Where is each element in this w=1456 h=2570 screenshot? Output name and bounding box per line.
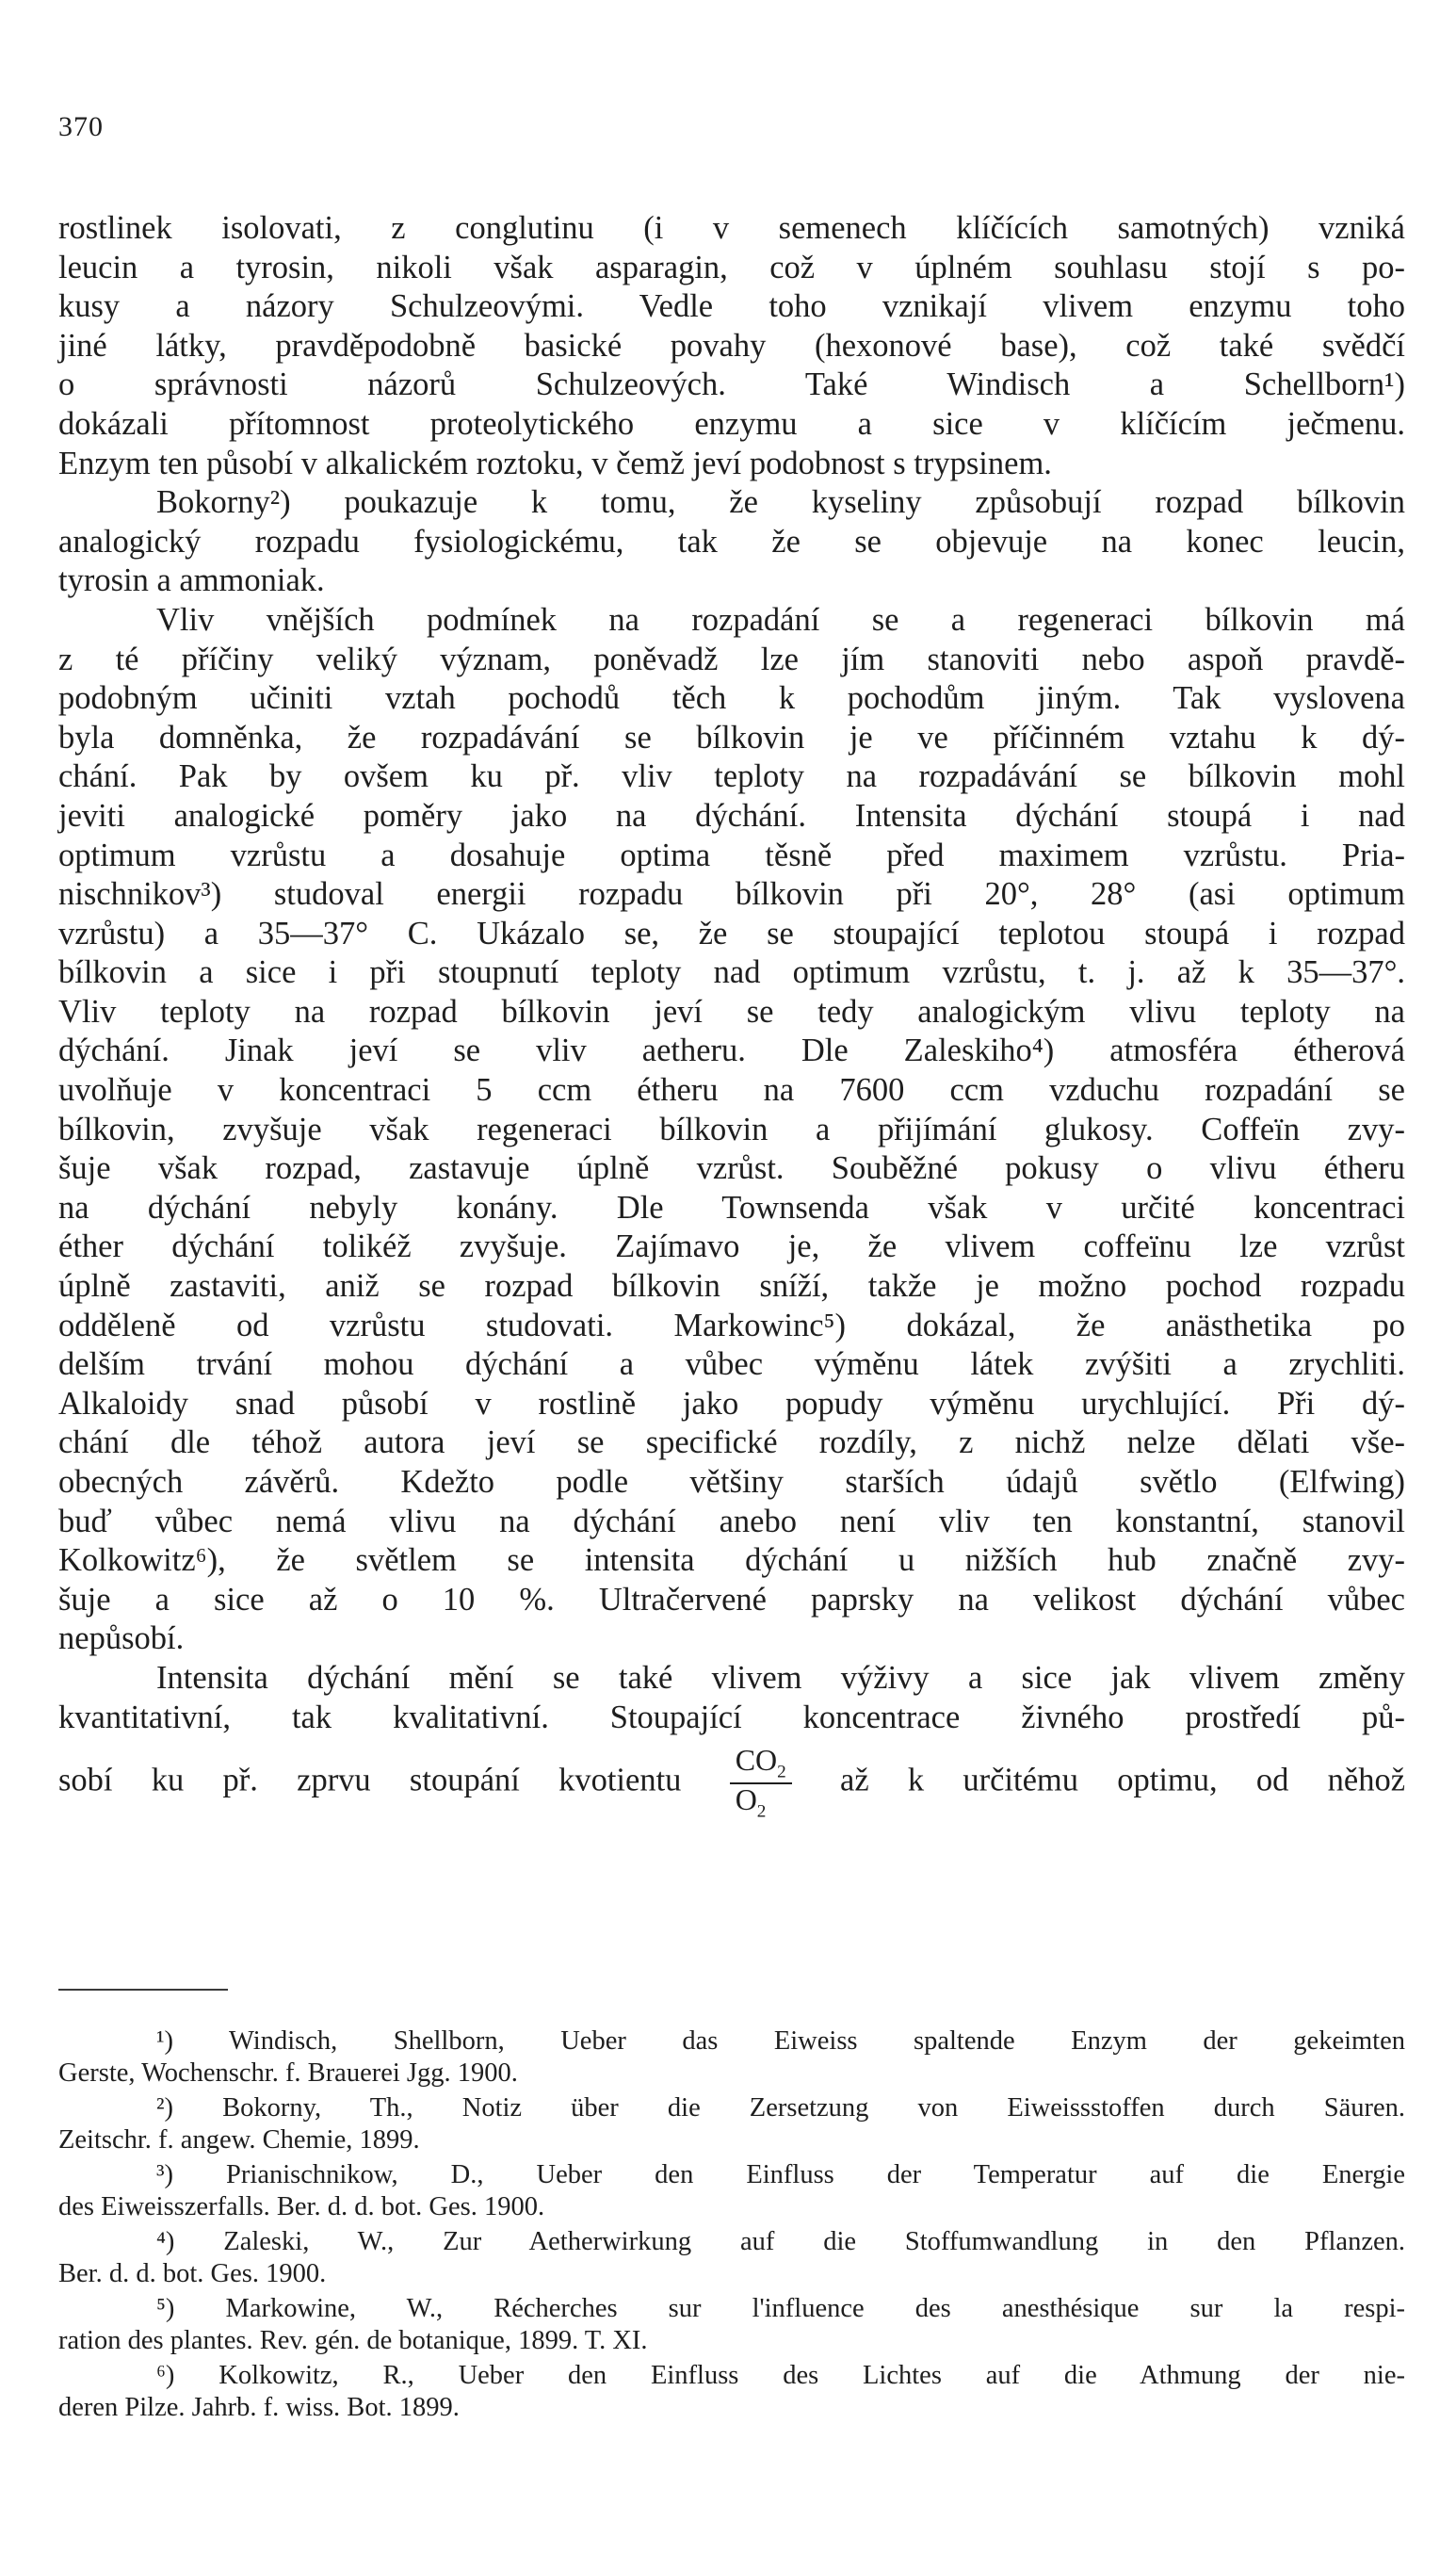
text-line: jeviti analogické poměry jako na dýchání. Intensita dýchání stoupá i nad <box>58 797 1405 834</box>
text-line: byla domněnka, že rozpadávání se bílkovin je ve příčinném vztahu k dý- <box>58 719 1405 756</box>
footnote-line: Zeitschr. f. angew. Chemie, 1899. <box>58 2124 420 2155</box>
text-line: šuje však rozpad, zastavuje úplně vzrůst. Souběžné pokusy o vlivu étheru <box>58 1150 1405 1187</box>
text-line: Vliv vnějších podmínek na rozpadání se a regeneraci bílkovin má <box>156 601 1405 638</box>
footnote <box>58 2293 1405 2356</box>
text-line: uvolňuje v koncentraci 5 ccm étheru na 7600 ccm vzduchu rozpadání se <box>58 1072 1405 1109</box>
text-line: analogický rozpadu fysiologickému, tak že se objevuje na konec leucin, <box>58 523 1405 560</box>
text-line: chání dle téhož autora jeví se specifické rozdíly, z nichž nelze dělati vše- <box>58 1424 1405 1461</box>
text-line: bílkovin a sice i při stoupnutí teploty nad optimum vzrůstu, t. j. až k 35—37°. <box>58 954 1405 991</box>
footnote <box>58 2025 1405 2089</box>
text-line: Intensita dýchání mění se také vlivem výživy a sice jak vlivem změny <box>156 1659 1405 1696</box>
paragraph-3 <box>58 601 1405 1659</box>
fraction-denominator: $O_2$ <box>735 1781 767 1822</box>
footnote <box>58 2159 1405 2222</box>
footnote-line: ⁵) Markowine, W., Récherches sur l'influence des anesthésique sur la respi- <box>156 2294 1405 2323</box>
text-line: kusy a názory Schulzeovými. Vedle toho vznikají vlivem enzymu toho <box>58 288 1405 325</box>
footnote-separator <box>58 1989 228 1991</box>
page-number: 370 <box>58 111 104 142</box>
text-line: obecných závěrů. Kdežto podle většiny starších údajů světlo (Elfwing) <box>58 1464 1405 1500</box>
footnote-line: deren Pilze. Jahrb. f. wiss. Bot. 1899. <box>58 2392 460 2422</box>
footnote <box>58 2360 1405 2423</box>
formula-line <box>58 1745 1405 1821</box>
footnote-line: ration des plantes. Rev. gén. de botanique, 1899. T. XI. <box>58 2325 648 2355</box>
text-line: Enzym ten působí v alkalickém roztoku, v čemž jeví podobnost s trypsinem. <box>58 445 1052 481</box>
text-line: úplně zastaviti, aniž se rozpad bílkovin sníží, takže je možno pochod rozpadu <box>58 1268 1405 1305</box>
text-line: odděleně od vzrůstu studovati. Markowinc⁵) dokázal, že anästhetika po <box>58 1307 1405 1343</box>
text-line: rostlinek isolovati, z conglutinu (i v semenech klíčících samotných) vzniká <box>58 210 1405 246</box>
footnote-line: ⁶) Kolkowitz, R., Ueber den Einfluss des Lichtes auf die Athmung der nie- <box>156 2361 1405 2390</box>
text-line: o správnosti názorů Schulzeových. Také Windisch a Schellborn¹) <box>58 366 1405 403</box>
footnote-line: ⁴) Zaleski, W., Zur Aetherwirkung auf die Stoffumwandlung in den Pflanzen. <box>156 2227 1405 2256</box>
footnote-line: Gerste, Wochenschr. f. Brauerei Jgg. 1900. <box>58 2058 518 2088</box>
text-line: vzrůstu) a 35—37° C. Ukázalo se, že se stoupající teplotou stoupá i rozpad <box>58 915 1405 952</box>
text-line: Vliv teploty na rozpad bílkovin jeví se tedy analogickým vlivu teploty na <box>58 993 1405 1030</box>
text-line: leucin a tyrosin, nikoli však asparagin, což v úplném souhlasu stojí s po- <box>58 249 1405 285</box>
footnote-line: ¹) Windisch, Shellborn, Ueber das Eiweiss spaltende Enzym der gekeimten <box>156 2026 1405 2056</box>
text-line: šuje a sice až o 10 %. Ultračervené paprsky na velikost dýchání vůbec <box>58 1581 1405 1618</box>
formula-text-before: sobí ku př. zprvu stoupání kvotientu <box>58 1762 682 1798</box>
text-line: na dýchání nebyly konány. Dle Townsenda však v určité koncentraci <box>58 1189 1405 1226</box>
text-line: Bokorny²) poukazuje k tomu, že kyseliny způsobují rozpad bílkovin <box>156 484 1405 521</box>
footnote-line: Ber. d. d. bot. Ges. 1900. <box>58 2258 327 2288</box>
text-line: Kolkowitz⁶), že světlem se intensita dýchání u nižších hub značně zvy- <box>58 1542 1405 1579</box>
main-text <box>58 209 1405 1821</box>
footnote-line: ³) Prianischnikow, D., Ueber den Einfluss der Temperatur auf die Energie <box>156 2160 1405 2189</box>
text-line: nepůsobí. <box>58 1620 185 1657</box>
text-line: z té příčiny veliký význam, poněvadž lze jím stanoviti nebo aspoň pravdě- <box>58 641 1405 677</box>
formula-text-after: až k určitému optimu, od něhož <box>840 1762 1406 1798</box>
text-line: optimum vzrůstu a dosahuje optima těsně před maximem vzrůstu. Pria- <box>58 837 1405 873</box>
paragraph-1 <box>58 209 1405 483</box>
text-line: jiné látky, pravděpodobně basické povahy (hexonové base), což také svědčí <box>58 327 1405 364</box>
paragraph-2 <box>58 483 1405 601</box>
paragraph-4 <box>58 1659 1405 1821</box>
text-line: tyrosin a ammoniak. <box>58 562 325 599</box>
footnote <box>58 2226 1405 2289</box>
text-line: Alkaloidy snad působí v rostlině jako popudy výměnu urychlující. Při dý- <box>58 1385 1405 1422</box>
fraction-numerator: $CO_2$ <box>730 1745 792 1784</box>
footnotes <box>58 2025 1405 2427</box>
text-line: kvantitativní, tak kvalitativní. Stoupající koncentrace živného prostředí pů- <box>58 1699 1405 1735</box>
footnote <box>58 2092 1405 2155</box>
quotient-fraction <box>730 1745 792 1821</box>
text-line: dýchání. Jinak jeví se vliv aetheru. Dle Zaleskiho⁴) atmosféra étherová <box>58 1033 1405 1069</box>
text-line: podobným učiniti vztah pochodů těch k pochodům jiným. Tak vyslovena <box>58 680 1405 717</box>
text-line: dokázali přítomnost proteolytického enzymu a sice v klíčícím ječmenu. <box>58 405 1405 442</box>
text-line: buď vůbec nemá vlivu na dýchání anebo není vliv ten konstantní, stanovil <box>58 1503 1405 1539</box>
text-line: delším trvání mohou dýchání a vůbec výměnu látek zvýšiti a zrychliti. <box>58 1346 1405 1383</box>
footnote-line: ²) Bokorny, Th., Notiz über die Zersetzung von Eiweissstoffen durch Säuren. <box>156 2093 1405 2123</box>
footnote-line: des Eiweisszerfalls. Ber. d. d. bot. Ges. 1900. <box>58 2191 545 2221</box>
text-line: nischnikov³) studoval energii rozpadu bílkovin při 20°, 28° (asi optimum <box>58 876 1405 913</box>
text-line: bílkovin, zvyšuje však regeneraci bílkovin a přijímání glukosy. Coffeïn zvy- <box>58 1111 1405 1147</box>
text-line: éther dýchání tolikéž zvyšuje. Zajímavo je, že vlivem coffeïnu lze vzrůst <box>58 1228 1405 1265</box>
text-line: chání. Pak by ovšem ku př. vliv teploty na rozpadávání se bílkovin mohl <box>58 758 1405 795</box>
